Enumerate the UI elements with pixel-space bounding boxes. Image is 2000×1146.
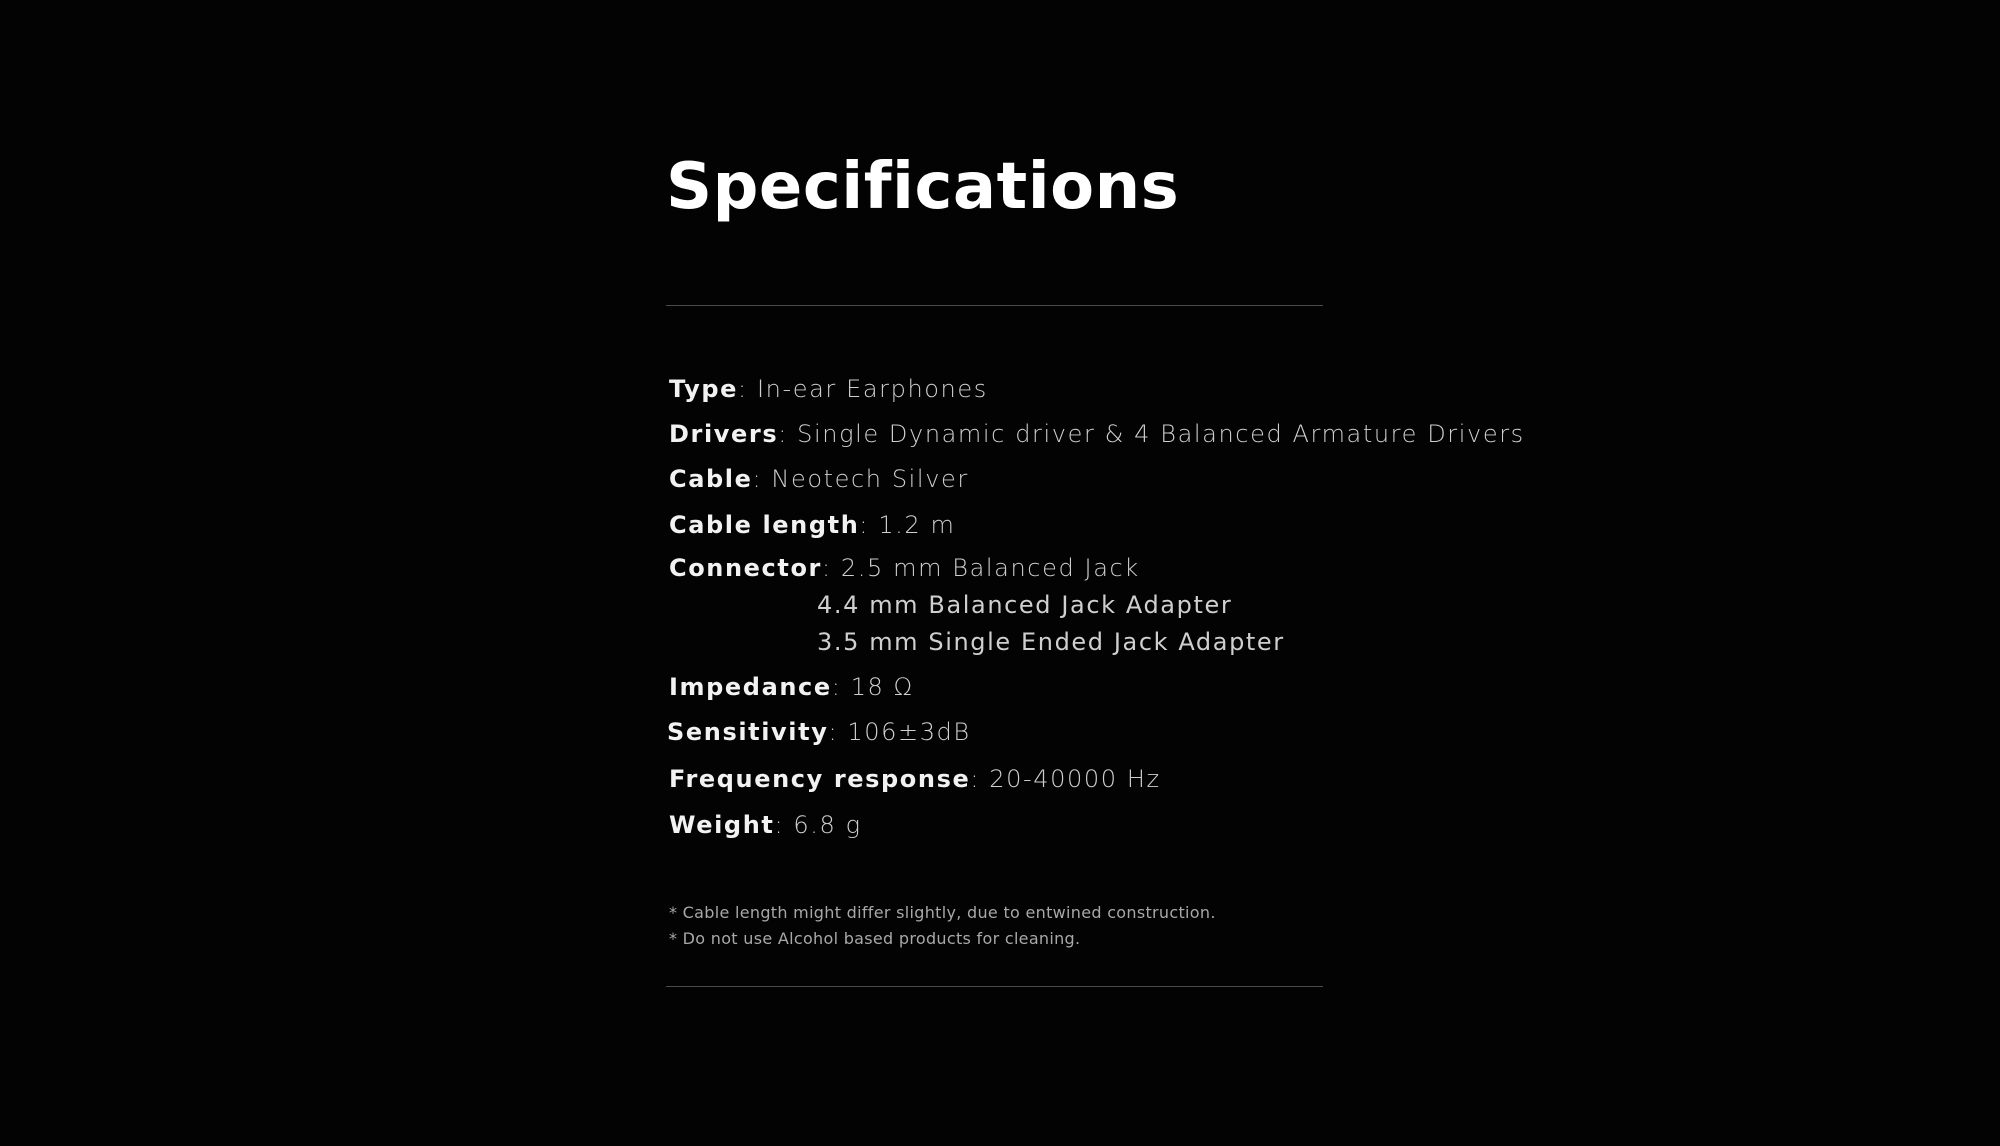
spec-label: Drivers xyxy=(669,420,779,448)
spec-value: 6.8 g xyxy=(793,811,862,839)
spec-row-cable: Cable: Neotech Silver xyxy=(669,465,969,493)
spec-value-connector-2: 4.4 mm Balanced Jack Adapter xyxy=(817,591,1233,619)
footnote: * Do not use Alcohol based products for cleaning. xyxy=(669,929,1081,948)
spec-row-type: Type: In-ear Earphones xyxy=(669,375,988,403)
spec-value: In-ear Earphones xyxy=(756,375,988,403)
spec-row-sensitivity: Sensitivity: 106±3dB xyxy=(667,718,971,746)
spec-label: Type xyxy=(669,375,739,403)
spec-value: Single Dynamic driver & 4 Balanced Armature Drivers xyxy=(797,420,1525,448)
spec-label: Weight xyxy=(669,811,775,839)
spec-label: Sensitivity xyxy=(667,718,829,746)
spec-label: Cable xyxy=(669,465,753,493)
top-divider xyxy=(666,305,1323,306)
spec-value: 1.2 m xyxy=(878,511,956,539)
spec-value: 18 Ω xyxy=(850,673,914,701)
spec-row-weight: Weight: 6.8 g xyxy=(669,811,862,839)
spec-value: 2.5 mm Balanced Jack xyxy=(840,554,1140,582)
spec-label: Impedance xyxy=(669,673,832,701)
spec-row-impedance: Impedance: 18 Ω xyxy=(669,673,914,701)
spec-value-connector-3: 3.5 mm Single Ended Jack Adapter xyxy=(817,628,1285,656)
spec-value: 106±3dB xyxy=(847,718,971,746)
page-title: Specifications xyxy=(666,150,1180,224)
spec-value: 20-40000 Hz xyxy=(989,765,1161,793)
footnotes xyxy=(669,900,1216,952)
bottom-divider xyxy=(666,986,1323,987)
spec-row-cable-length: Cable length: 1.2 m xyxy=(669,511,956,539)
footnote: * Cable length might differ slightly, due to entwined construction. xyxy=(669,903,1216,922)
spec-label: Frequency response xyxy=(669,765,971,793)
spec-label: Connector xyxy=(669,554,822,582)
spec-label: Cable length xyxy=(669,511,860,539)
spec-row-frequency-response: Frequency response: 20-40000 Hz xyxy=(669,765,1161,793)
spec-row-drivers: Drivers: Single Dynamic driver & 4 Balanced Armature Drivers xyxy=(669,420,1525,448)
spec-row-connector: Connector: 2.5 mm Balanced Jack xyxy=(669,554,1140,582)
spec-value: Neotech Silver xyxy=(771,465,969,493)
